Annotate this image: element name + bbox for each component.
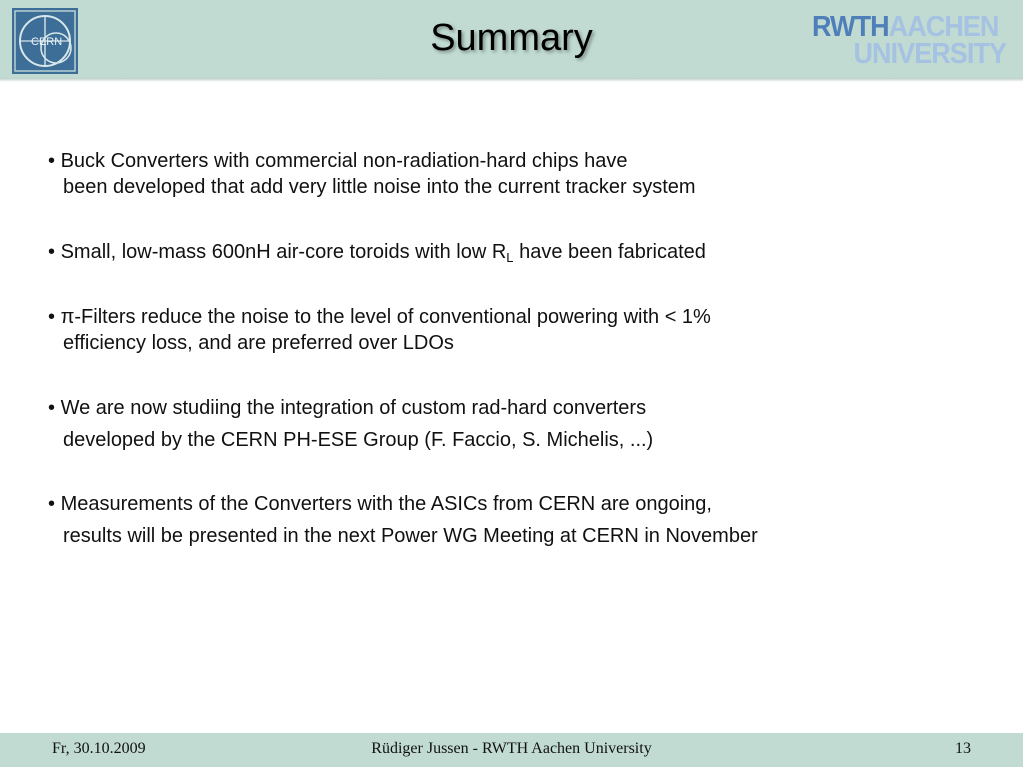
footer-bar [0, 733, 1023, 767]
header-shadow [0, 78, 1023, 82]
bullet-marker: • [48, 306, 56, 328]
bullet-2-text-post: have been fabricated [513, 241, 706, 263]
rwth-logo-university: UNIVERSITY [853, 38, 1006, 70]
bullet-5-text-1: Measurements of the Converters with the ASICs from CERN are ongoing, [60, 493, 712, 515]
bullet-4-line-2: developed by the CERN PH-ESE Group (F. Faccio, S. Michelis, ...) [63, 429, 654, 451]
bullet-3-line-2: efficiency loss, and are preferred over LDOs [63, 332, 454, 354]
bullet-5-line-1 [48, 491, 712, 517]
bullet-4-text-1: We are now studiing the integration of custom rad-hard converters [60, 397, 647, 419]
footer-author: Rüdiger Jussen - RWTH Aachen University [371, 740, 652, 757]
bullet-marker: • [48, 241, 56, 263]
bullet-2-line-1 [48, 239, 706, 265]
bullet-marker: • [48, 397, 56, 419]
slide-title: Summary [430, 17, 593, 59]
bullet-2-subscript: L [506, 250, 514, 265]
bullet-1-line-1 [48, 148, 628, 174]
rwth-aachen-logo [812, 12, 1006, 68]
bullet-1-line-2: been developed that add very little noise into the current tracker system [63, 176, 696, 198]
bullet-marker: • [48, 493, 56, 515]
header-bar [0, 0, 1023, 78]
bullet-marker: • [48, 150, 56, 172]
footer-date: Fr, 30.10.2009 [52, 740, 146, 757]
bullet-3-text-1: π-Filters reduce the noise to the level of conventional powering with < 1% [60, 306, 711, 328]
bullet-1-text-1: Buck Converters with commercial non-radiation-hard chips have [60, 150, 628, 172]
page-number: 13 [955, 740, 971, 757]
bullet-2-text-pre: Small, low-mass 600nH air-core toroids with low R [60, 241, 507, 263]
bullet-3-line-1 [48, 304, 711, 330]
cern-logo-text: CERN [31, 36, 63, 48]
rwth-logo-aachen: AACHEN [888, 11, 999, 43]
rwth-logo-rwth: RWTH [812, 11, 889, 43]
bullet-4-line-1 [48, 395, 646, 421]
bullet-5-line-2: results will be presented in the next Power WG Meeting at CERN in November [63, 525, 758, 547]
